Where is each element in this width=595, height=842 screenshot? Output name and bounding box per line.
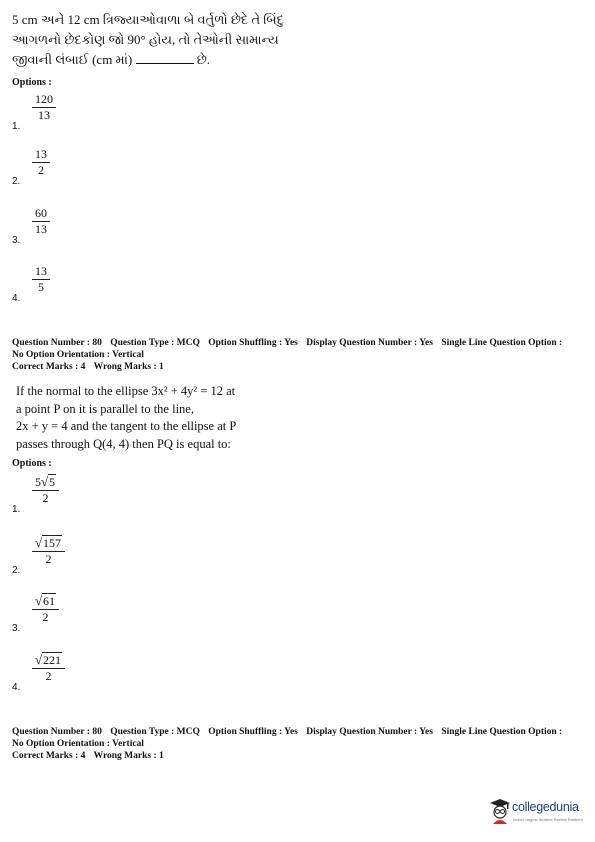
numerator: 13	[35, 147, 47, 161]
radicand: 5	[49, 475, 55, 489]
square-root	[35, 594, 56, 609]
denominator: 2	[42, 491, 49, 505]
meta-single-line: Single Line Question Option :	[441, 727, 563, 737]
logo-brand-text: collegedunia	[512, 800, 579, 814]
radical-sign: √	[41, 474, 49, 489]
q2-option-4[interactable]	[12, 653, 132, 693]
q2-option-2[interactable]	[12, 536, 132, 576]
option-number: 3.	[12, 623, 21, 634]
meta-option-shuffling: Option Shuffling : Yes	[208, 727, 298, 737]
denominator: 2	[42, 610, 49, 624]
question-1-suffix: છે.	[196, 52, 211, 67]
option-number: 4.	[12, 293, 21, 304]
logo-tagline: India's largest Student Review Platform	[513, 817, 583, 822]
answer-blank	[136, 51, 194, 64]
options-label-2: Options :	[12, 458, 52, 469]
denominator: 2	[38, 163, 44, 177]
radical-sign: √	[35, 593, 43, 608]
question-2-line: If the normal to the ellipse 3x² + 4y² = 12 at	[16, 384, 236, 398]
q1-option-2[interactable]	[12, 147, 132, 187]
radicand: 221	[43, 653, 61, 667]
question-1-body: 5 cm અને 12 cm ત્રિજ્યાઓવાળા બે વર્તુળો છેદે તે બિંદુ આગળનો છેદકોણ જો 90° હોય, તો તેઓની સામાન્ય જીવાની લંબાઈ (cm માં)	[12, 12, 284, 67]
question-2-line: passes through Q(4, 4) then PQ is equal to:	[16, 436, 231, 451]
numerator	[32, 475, 59, 490]
meta-display-question-number: Display Question Number : Yes	[306, 727, 433, 737]
question-2-text	[16, 383, 264, 453]
graduate-mascot-icon	[488, 797, 512, 825]
square-root	[41, 475, 56, 490]
meta-question-type: Question Type : MCQ	[110, 338, 200, 348]
radical-sign: √	[35, 652, 43, 667]
meta-option-shuffling: Option Shuffling : Yes	[208, 338, 298, 348]
meta-correct-marks: Correct Marks : 4	[12, 362, 86, 372]
meta-orientation: No Option Orientation : Vertical	[12, 350, 144, 360]
meta-display-question-number: Display Question Number : Yes	[306, 338, 433, 348]
numerator: 60	[35, 206, 47, 220]
denominator: 5	[38, 280, 44, 294]
q1-option-4[interactable]	[12, 264, 132, 304]
question-2-line: 2x + y = 4 and the tangent to the ellipse at P	[16, 419, 237, 433]
radicand: 157	[43, 536, 61, 550]
fraction	[32, 536, 65, 567]
meta-question-type: Question Type : MCQ	[110, 727, 200, 737]
meta-question-number: Question Number : 80	[12, 338, 102, 348]
fraction	[32, 653, 65, 684]
numerator	[32, 536, 65, 551]
meta-orientation: No Option Orientation : Vertical	[12, 739, 144, 749]
option-number: 3.	[12, 235, 21, 246]
numerator: 13	[35, 264, 47, 278]
numerator	[32, 594, 59, 609]
denominator: 2	[45, 552, 52, 566]
denominator: 2	[45, 669, 52, 683]
q2-option-1[interactable]	[12, 475, 132, 515]
fraction	[32, 264, 50, 295]
square-root	[35, 653, 62, 668]
fraction	[32, 147, 50, 178]
options-label-1: Options :	[12, 77, 52, 88]
meta-wrong-marks: Wrong Marks : 1	[93, 751, 164, 761]
fraction	[32, 475, 59, 506]
question-meta-1	[12, 337, 587, 373]
denominator: 13	[38, 108, 50, 122]
numerator: 120	[35, 92, 53, 106]
fraction	[32, 206, 50, 237]
question-2-line: a point P on it is parallel to the line,	[16, 401, 194, 416]
question-1-text	[12, 10, 302, 70]
meta-single-line: Single Line Question Option :	[441, 338, 563, 348]
denominator: 13	[35, 222, 47, 236]
option-number: 2.	[12, 176, 21, 187]
option-number: 2.	[12, 565, 21, 576]
numerator	[32, 653, 65, 668]
meta-wrong-marks: Wrong Marks : 1	[93, 362, 164, 372]
option-number: 4.	[12, 682, 21, 693]
option-number: 1.	[12, 121, 21, 132]
q1-option-3[interactable]	[12, 206, 132, 246]
coefficient: 5	[35, 475, 41, 489]
question-meta-2	[12, 726, 587, 762]
fraction	[32, 594, 59, 625]
q2-option-3[interactable]	[12, 594, 132, 634]
collegedunia-logo	[488, 797, 584, 829]
radicand: 61	[43, 594, 55, 608]
square-root	[35, 536, 62, 551]
meta-correct-marks: Correct Marks : 4	[12, 751, 86, 761]
q1-option-1[interactable]	[12, 92, 132, 132]
option-number: 1.	[12, 504, 21, 515]
meta-question-number: Question Number : 80	[12, 727, 102, 737]
fraction	[32, 92, 56, 123]
radical-sign: √	[35, 535, 43, 550]
